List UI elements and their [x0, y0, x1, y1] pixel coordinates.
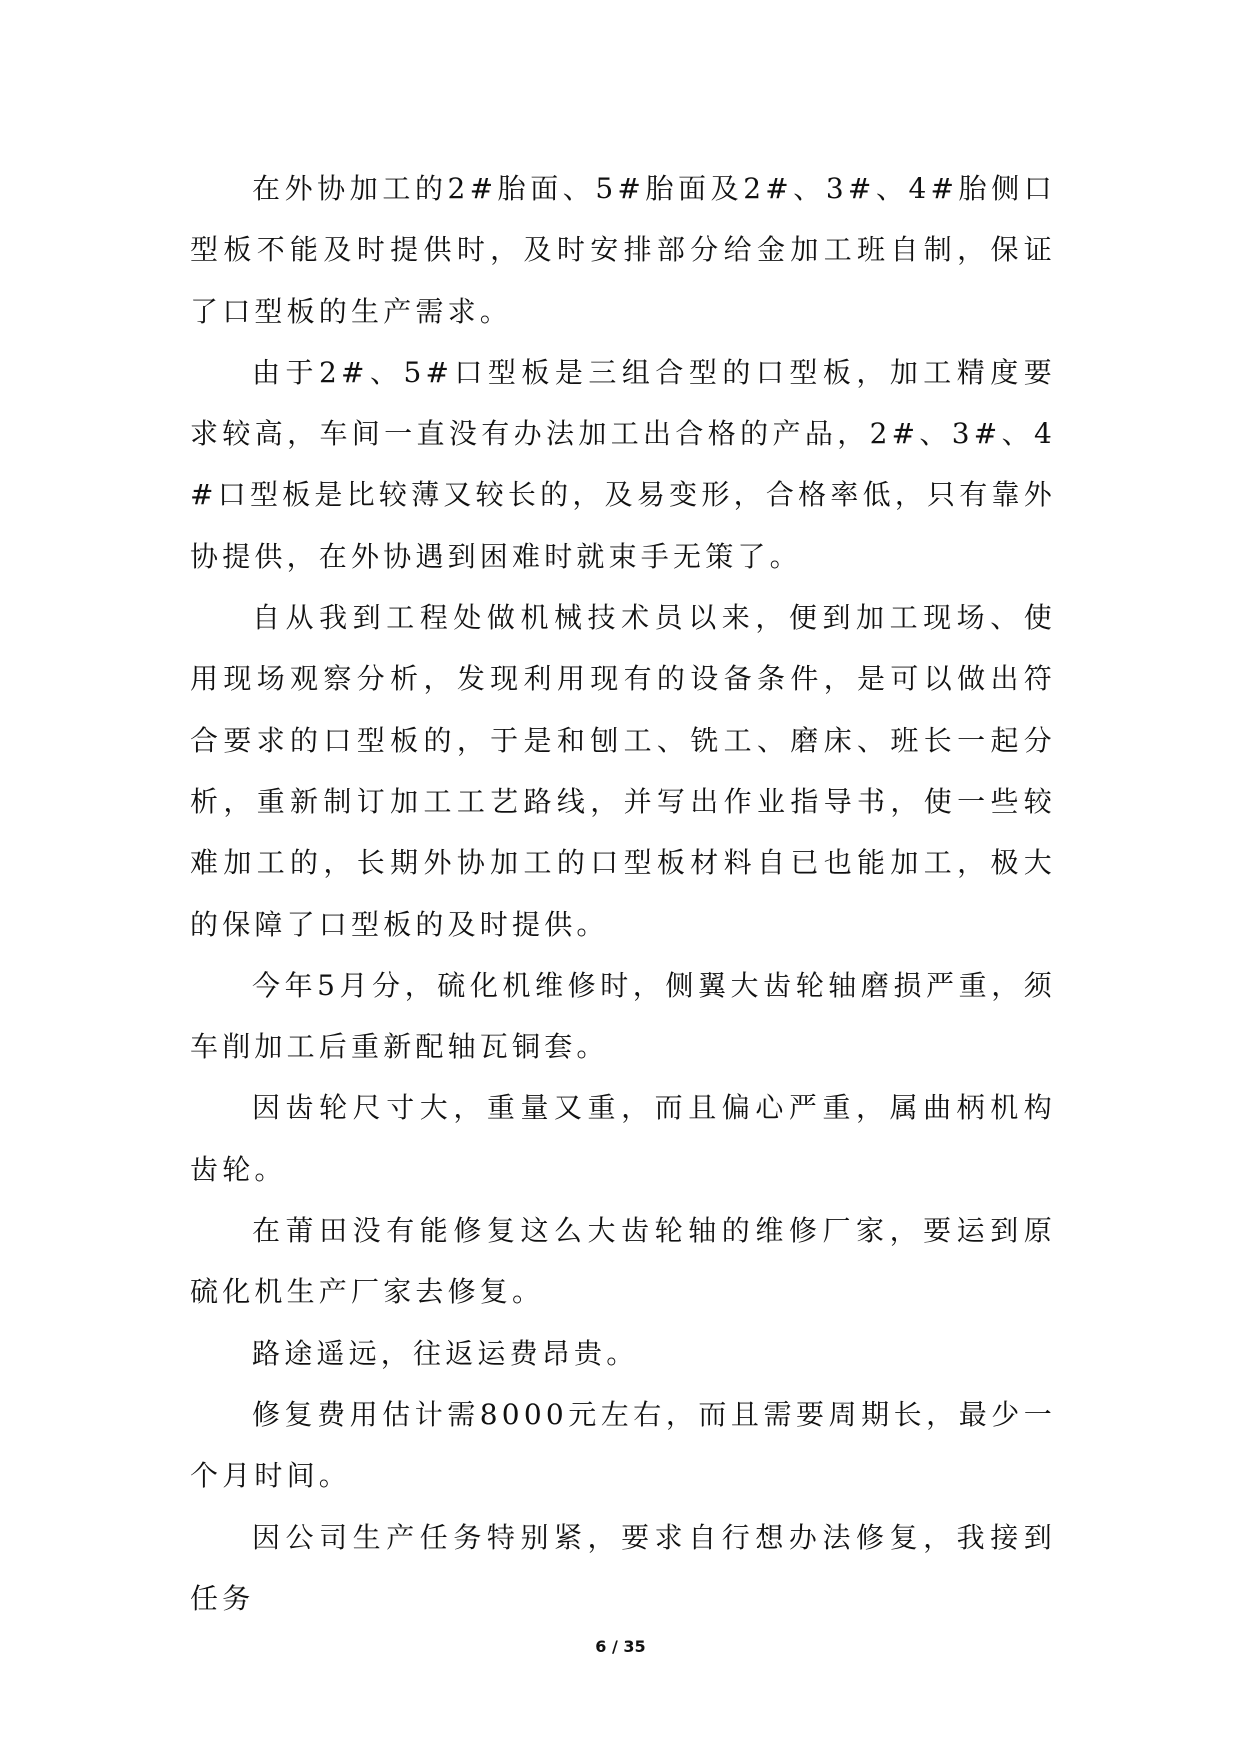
- paragraph-1: 在外协加工的2#胎面、5#胎面及2#、3#、4#胎侧口型板不能及时提供时，及时安排部分给金加工班自制，保证了口型板的生产需求。: [190, 172, 1056, 328]
- paragraph-9: 因公司生产任务特别紧，要求自行想办法修复，我接到任务: [190, 1520, 1056, 1615]
- paragraph-4: 今年5月分，硫化机维修时，侧翼大齿轮轴磨损严重，须车削加工后重新配轴瓦铜套。: [190, 968, 1056, 1064]
- paragraph-5: 因齿轮尺寸大，重量又重，而且偏心严重，属曲柄机构齿轮。: [190, 1091, 1056, 1186]
- paragraph-2: 由于2#、5#口型板是三组合型的口型板，加工精度要求较高，车间一直没有办法加工出合格的产品，2#、3#、4#口型板是比较薄又较长的，及易变形，合格率低，只有靠外协提供，在外协遇到困难时就束手无策了。: [190, 355, 1056, 573]
- paragraph-7: 路途遥远，往返运费昂贵。: [252, 1336, 639, 1370]
- paragraph-6: 在莆田没有能修复这么大齿轮轴的维修厂家，要运到原硫化机生产厂家去修复。: [190, 1214, 1056, 1309]
- body-text: [190, 158, 1056, 1629]
- page-number: 6 / 35: [595, 1637, 646, 1656]
- paragraph-3: 自从我到工程处做机械技术员以来，便到加工现场、使用现场观察分析，发现利用现有的设备条件，是可以做出符合要求的口型板的，于是和刨工、铣工、磨床、班长一起分析，重新制订加工工艺路线，并写出作业指导书，使一些较难加工的，长期外协加工的口型板材料自已也能加工，极大的保障了口型板的及时提供。: [190, 601, 1056, 941]
- paragraph-8: 修复费用估计需8000元左右，而且需要周期长，最少一个月时间。: [190, 1397, 1056, 1493]
